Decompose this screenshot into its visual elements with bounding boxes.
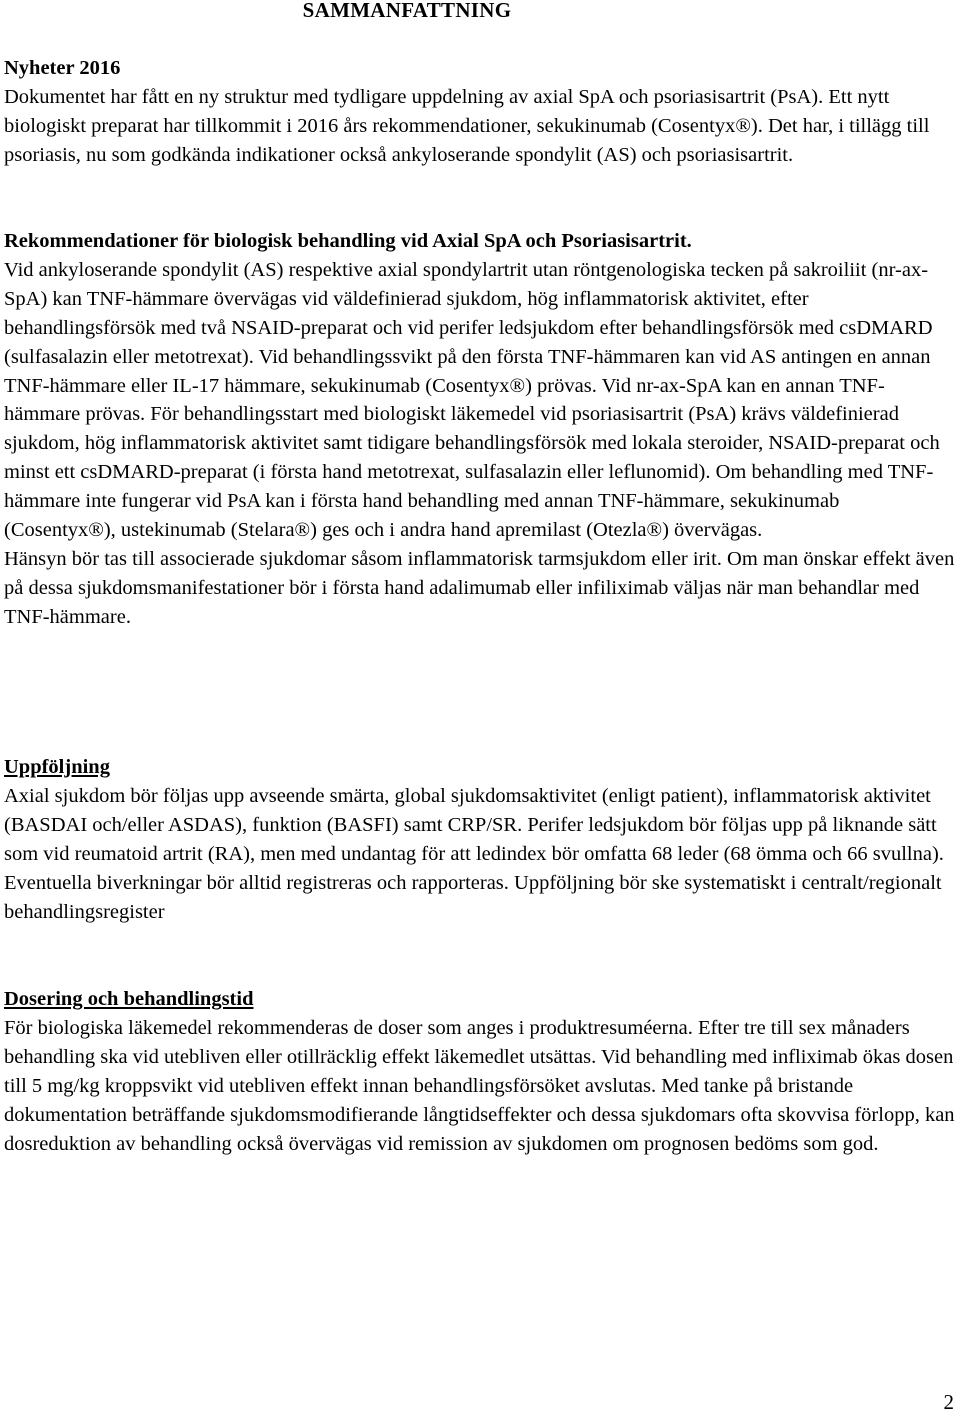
section-body-recommendations: Vid ankyloserande spondylit (AS) respektive axial spondylartrit utan röntgenologiska tecken på sakroiliit (nr-ax-SpA) kan TNF-hämmare övervägas vid väldefinierad sjukdom, hög inflammatorisk aktivitet, efter behandlingsförsök med två NSAID-preparat och vid perifer ledsjukdom efter behandlingsförsök med csDMARD (sulfasalazin eller metotrexat). Vid behandlingssvikt på den första TNF-hämmaren kan vid AS antingen en annan TNF-hämmare eller IL-17 hämmare, sekukinumab (Cosentyx®) prövas. Vid nr-ax-SpA kan en annan TNF-hämmare prövas. För behandlingsstart med biologiskt läkemedel vid psoriasisartrit (PsA) krävs väldefinierad sjukdom, hög inflammatorisk aktivitet samt tidigare behandlingsförsök med lokala steroider, NSAID-preparat och minst ett csDMARD-preparat (i första hand metotrexat, sulfasalazin eller leflunomid). Om behandling med TNF-hämmare inte fungerar vid PsA kan i första hand behandling med annan TNF-hämmare, sekukinumab (Cosentyx®), ustekinumab (Stelara®) ges och i andra hand apremilast (Otezla®) övervägas. <box>4 258 940 542</box>
page-title: SAMMANFATTNING <box>302 0 512 22</box>
section-body-news: Dokumentet har fått en ny struktur med tydligare uppdelning av axial SpA och psoriasisartrit (PsA). Ett nytt biologiskt preparat har tillkommit i 2016 års rekommendationer, sekukinumab (Cosentyx®). Det har, i tillägg till psoriasis, nu som godkända indikationer också ankyloserande spondylit (AS) och psoriasisartrit. <box>4 85 930 166</box>
page-number: 2 <box>943 1390 954 1414</box>
section-body-dosing: För biologiska läkemedel rekommenderas de doser som anges i produktresuméerna. Efter tre till sex månaders behandling ska vid utebliven eller otillräcklig effekt läkemedlet utsättas. Vid behandling med infliximab ökas dosen till 5 mg/kg kroppsvikt vid utebliven effekt innan behandlingsförsöket avslutas. Med tanke på bristande dokumentation beträffande sjukdomsmodifierande långtidseffekter och dessa sjukdomars ofta skovvisa förlopp, kan dosreduktion av behandling också övervägas vid remission av sjukdomen om prognosen bedöms som god. <box>4 1016 955 1155</box>
section-body-followup: Axial sjukdom bör följas upp avseende smärta, global sjukdomsaktivitet (enligt patient), inflammatorisk aktivitet (BASDAI och/eller ASDAS), funktion (BASFI) samt CRP/SR. Perifer ledsjukdom bör följas upp på liknande sätt som vid reumatoid artrit (RA), men med undantag för att ledindex bör omfatta 68 leder (68 ömma och 66 svullna). Eventuella biverkningar bör alltid registreras och rapporteras. Uppföljning bör ske systematiskt i centralt/regionalt behandlingsregister <box>4 784 944 923</box>
section-heading-recommendations: Rekommendationer för biologisk behandling vid Axial SpA och Psoriasisartrit. <box>4 230 692 252</box>
section-dosing <box>4 985 956 1158</box>
section-news <box>4 54 956 170</box>
section-body-recommendations-2: Hänsyn bör tas till associerade sjukdomar såsom inflammatorisk tarmsjukdom eller irit. Om man önskar effekt även på dessa sjukdomsmanifestationer bör i första hand adalimumab eller infiliximab väljas när man behandlar med TNF-hämmare. <box>4 547 955 628</box>
section-recommendations <box>4 227 956 632</box>
section-heading-followup: Uppföljning <box>4 756 110 778</box>
section-heading-dosing: Dosering och behandlingstid <box>4 988 254 1010</box>
section-followup <box>4 753 956 926</box>
section-heading-news: Nyheter 2016 <box>4 57 121 79</box>
